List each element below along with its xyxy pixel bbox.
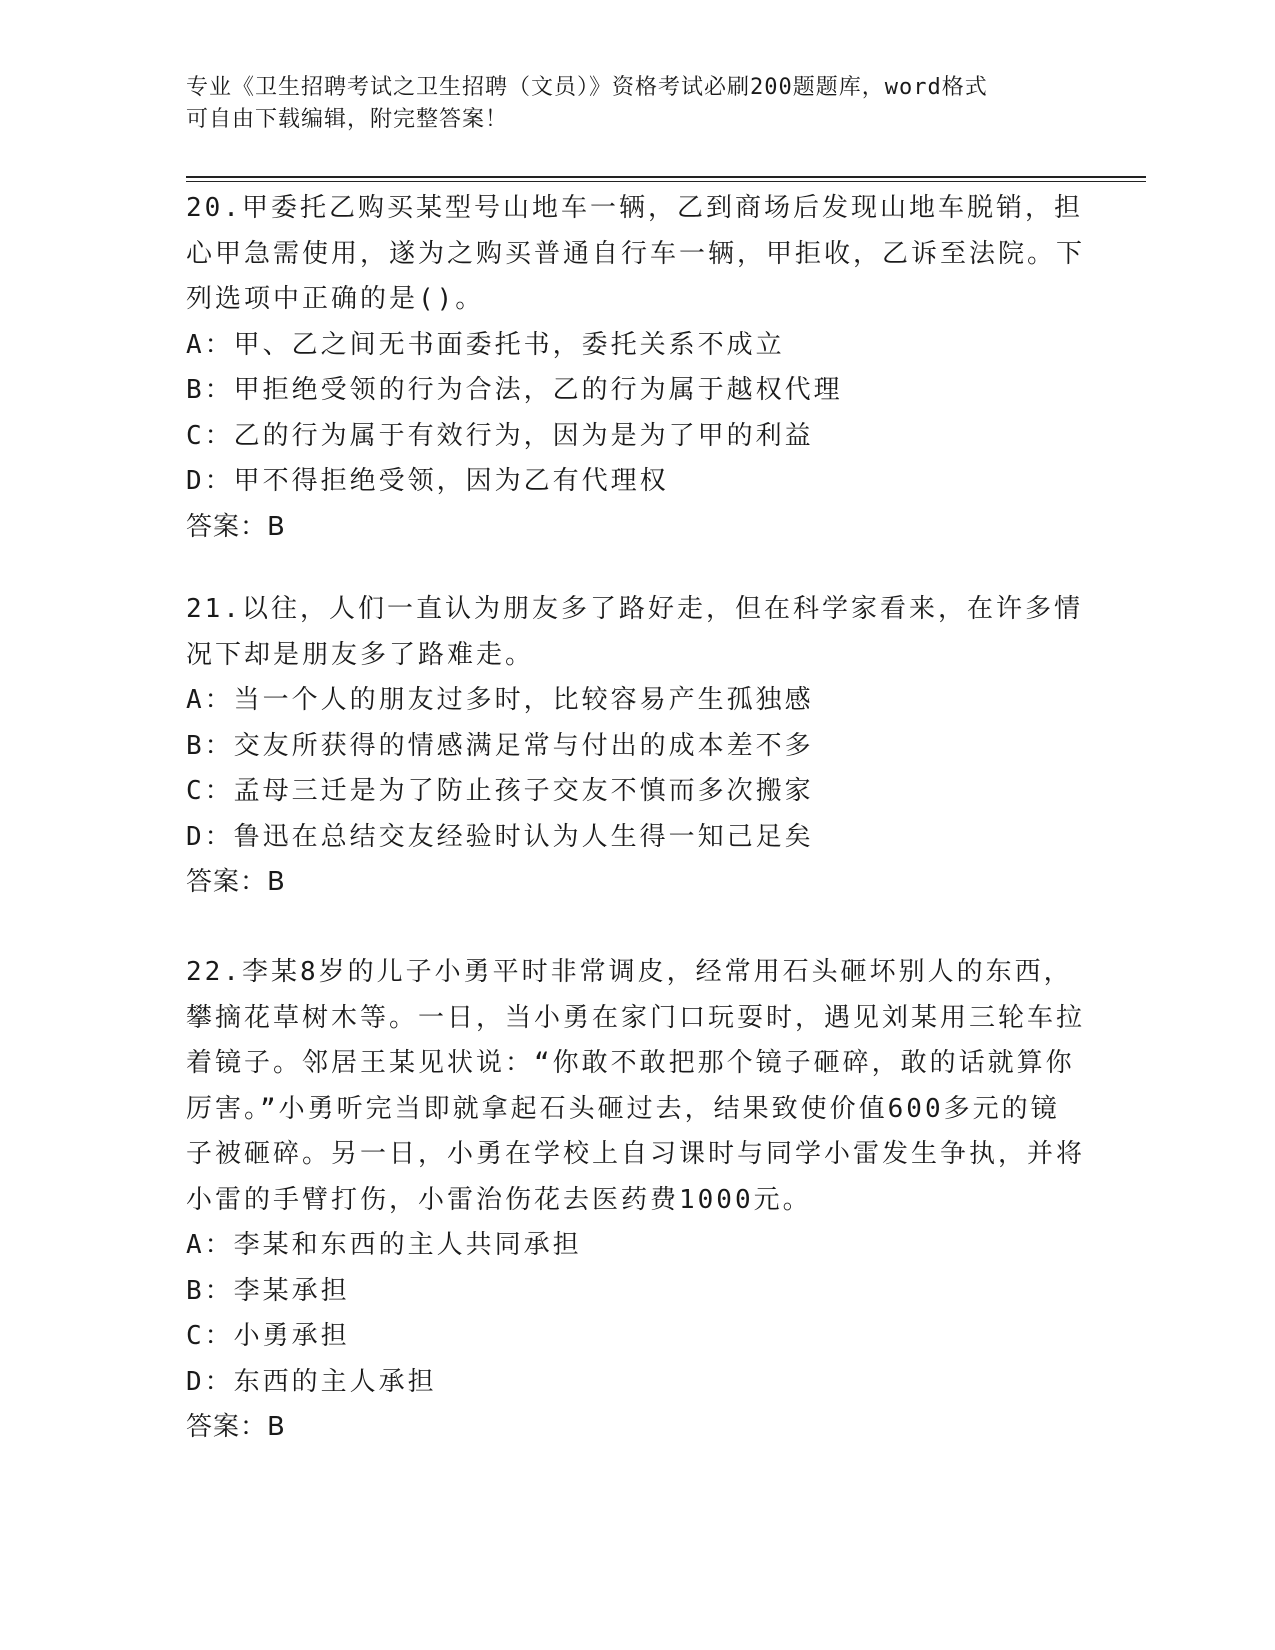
question-22 <box>186 950 1086 1451</box>
question-21 <box>186 587 1086 906</box>
option-c: C：乙的行为属于有效行为，因为是为了甲的利益 <box>186 420 814 451</box>
document-header <box>186 72 1066 136</box>
option-b: B：交友所获得的情感满足常与付出的成本差不多 <box>186 730 814 761</box>
option-b: B：甲拒绝受领的行为合法，乙的行为属于越权代理 <box>186 375 843 405</box>
header-divider <box>186 176 1146 178</box>
answer-label: 答案：B <box>186 867 286 897</box>
option-c: C：小勇承担 <box>186 1321 350 1351</box>
answer-label: 答案：B <box>186 511 286 542</box>
option-d: D：鲁迅在总结交友经验时认为人生得一知己足矣 <box>186 821 814 852</box>
question-text: 21.以往，人们一直认为朋友多了路好走，但在科学家看来，在许多情况下却是朋友多了路难走。 <box>186 594 1083 670</box>
header-line-2: 可自由下载编辑，附完整答案！ <box>186 107 509 132</box>
option-a: A：当一个人的朋友过多时，比较容易产生孤独感 <box>186 685 814 715</box>
option-b: B：李某承担 <box>186 1275 350 1306</box>
option-d: D：东西的主人承担 <box>186 1366 437 1397</box>
question-text: 20.甲委托乙购买某型号山地车一辆，乙到商场后发现山地车脱销，担心甲急需使用，遂为之购买普通自行车一辆，甲拒收，乙诉至法院。下列选项中正确的是()。 <box>186 193 1086 314</box>
option-c: C：孟母三迁是为了防止孩子交友不慎而多次搬家 <box>186 776 814 806</box>
header-line-1: 专业《卫生招聘考试之卫生招聘（文员）》资格考试必刷200题题库，word格式 <box>186 75 988 100</box>
option-a: A：甲、乙之间无书面委托书，委托关系不成立 <box>186 329 785 360</box>
answer-label: 答案：B <box>186 1412 286 1442</box>
question-text: 22.李某8岁的儿子小勇平时非常调皮，经常用石头砸坏别人的东西，攀摘花草树木等。一日，当小勇在家门口玩耍时，遇见刘某用三轮车拉着镜子。邻居王某见状说：“你敢不敢把那个镜子砸碎，敢的话就算你厉害。”小勇听完当即就拿起石头砸过去，结果致使价值600多元的镜子被砸碎。另一日，小勇在学校上自习课时与同学小雷发生争执，并将小雷的手臂打伤，小雷治伤花去医药费1000元。 <box>186 957 1086 1215</box>
question-20 <box>186 186 1086 550</box>
option-d: D：甲不得拒绝受领，因为乙有代理权 <box>186 466 669 496</box>
header-divider-thin <box>186 181 1146 182</box>
option-a: A：李某和东西的主人共同承担 <box>186 1230 582 1260</box>
